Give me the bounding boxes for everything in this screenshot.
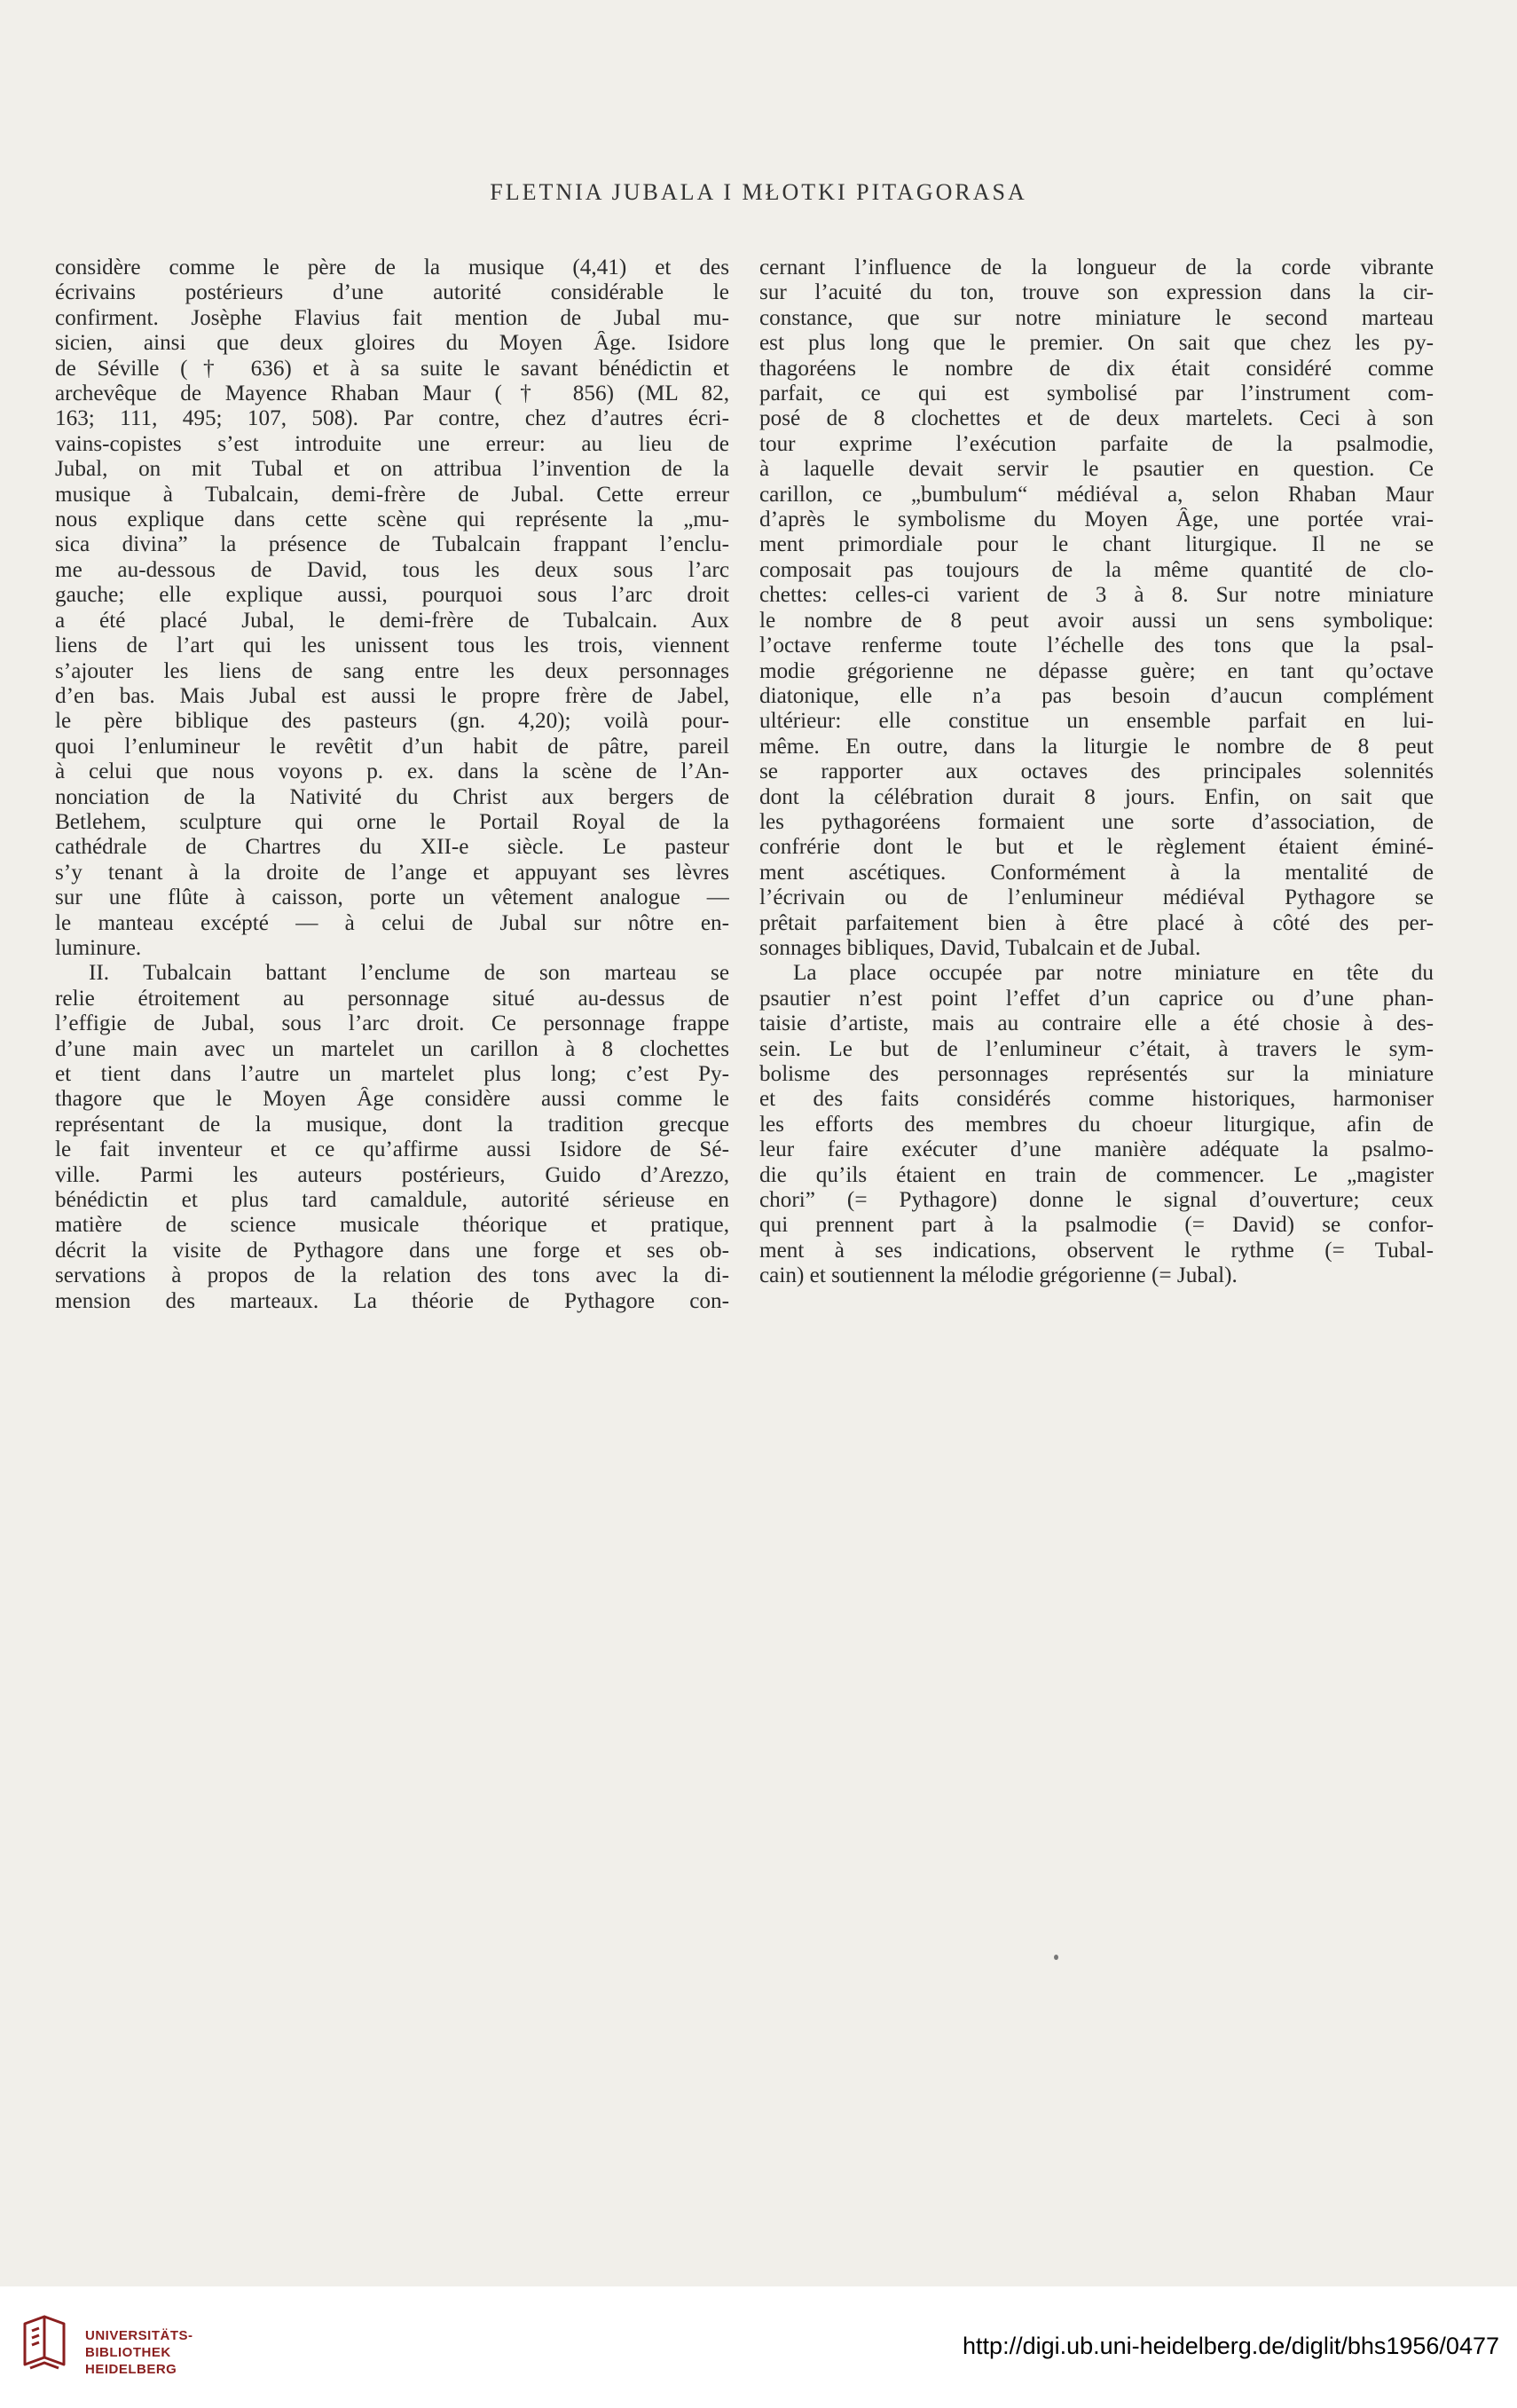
text-line: le nombre de 8 peut avoir aussi un sens symbolique: [759,608,1434,633]
text-column-right [759,256,1434,1289]
text-line: bolisme des personnages représentés sur la miniature [759,1062,1434,1086]
text-line: d’après le symbolisme du Moyen Âge, une portée vrai- [759,508,1434,532]
text-line: sur l’acuité du ton, trouve son expression dans la cir- [759,280,1434,305]
text-line: carillon, ce „bumbulum“ médiéval a, selon Rhaban Maur [759,482,1434,507]
text-line: chettes: celles-ci varient de 3 à 8. Sur notre miniature [759,583,1434,608]
text-line: ville. Parmi les auteurs postérieurs, Guido d’Arezzo, [55,1162,729,1187]
text-line: représentant de la musique, dont la tradition grecque [55,1112,729,1137]
text-line: matière de science musicale théorique et pratique, [55,1213,729,1238]
text-line: II. Tubalcain battant l’enclume de son marteau se [89,961,729,986]
text-line: 163; 111, 495; 107, 508). Par contre, chez d’autres écri- [55,406,729,431]
text-line: bénédictin et plus tard camaldule, autorité sérieuse en [55,1188,729,1213]
text-line: ultérieur: elle constitue un ensemble parfait en lui- [759,709,1434,734]
text-line: l’effigie de Jubal, sous l’arc droit. Ce personnage frappe [55,1011,729,1036]
text-line: le manteau excépté — à celui de Jubal sur nôtre en- [55,910,729,935]
text-line: vains-copistes s’est introduite une erreur: au lieu de [55,431,729,456]
text-line: confirment. Josèphe Flavius fait mention de Jubal mu- [55,305,729,330]
text-line: die qu’ils étaient en train de commencer. Le „magister [759,1162,1434,1187]
text-line: cain) et soutiennent la mélodie grégorienne (= Jubal). [759,1263,1238,1288]
text-line: mension des marteaux. La théorie de Pythagore con- [55,1288,729,1313]
text-line: d’une main avec un martelet un carillon à 8 clochettes [55,1036,729,1061]
footer-bar [0,2286,1517,2408]
text-line: l’octave renferme toute l’échelle des tons que la psal- [759,633,1434,658]
text-line: même. En outre, dans la liturgie le nombre de 8 peut [759,734,1434,759]
scan-speck [1054,1955,1058,1960]
text-line: leur faire exécuter d’une manière adéquate la psalmo- [759,1137,1434,1162]
text-line: décrit la visite de Pythagore dans une forge et ses ob- [55,1238,729,1263]
text-line: servations à propos de la relation des tons avec la di- [55,1263,729,1288]
text-line: les pythagoréens formaient une sorte d’association, de [759,809,1434,834]
library-name-line: BIBLIOTHEK [85,2345,171,2360]
library-book-logo-icon [18,2315,71,2373]
text-line: Betlehem, sculpture qui orne le Portail Royal de la [55,809,729,834]
text-line: écrivains postérieurs d’une autorité considérable le [55,280,729,305]
text-line: d’en bas. Mais Jubal est aussi le propre frère de Jabel, [55,683,729,708]
text-line: a été placé Jubal, le demi-frère de Tubalcain. Aux [55,608,729,633]
text-line: constance, que sur notre miniature le second marteau [759,305,1434,330]
text-line: liens de l’art qui les unissent tous les trois, viennent [55,633,729,658]
text-line: modie grégorienne ne dépasse guère; en tant qu’octave [759,658,1434,683]
text-line: sein. Le but de l’enlumineur c’était, à travers le sym- [759,1036,1434,1061]
text-line: et des faits considérés comme historiques, harmoniser [759,1087,1434,1112]
text-line: s’ajouter les liens de sang entre les deux personnages [55,658,729,683]
text-line: ment ascétiques. Conformément à la mentalité de [759,860,1434,885]
text-line: et tient dans l’autre un martelet plus long; c’est Py- [55,1062,729,1086]
text-line: dont la célébration durait 8 jours. Enfin, on sait que [759,784,1434,809]
text-line: sica divina” la présence de Tubalcain frappant l’enclu- [55,532,729,557]
text-line: considère comme le père de la musique (4,41) et des [55,256,729,279]
text-line: parfait, ce qui est symbolisé par l’instrument com- [759,382,1434,406]
text-line: sicien, ainsi que deux gloires du Moyen Âge. Isidore [55,331,729,356]
text-line: me au-dessous de David, tous les deux sous l’arc [55,557,729,582]
text-line: le père biblique des pasteurs (gn. 4,20); voilà pour- [55,709,729,734]
text-line: de Séville († 636) et à sa suite le savant bénédictin et [55,356,729,381]
permalink-url[interactable]: http://digi.ub.uni-heidelberg.de/diglit/bhs1956/0477 [963,2333,1499,2359]
text-line: cernant l’influence de la longueur de la corde vibrante [759,256,1434,279]
text-line: ment primordiale pour le chant liturgique. Il ne se [759,532,1434,557]
text-line: le fait inventeur et ce qu’affirme aussi Isidore de Sé- [55,1137,729,1162]
library-name-line: HEIDELBERG [85,2362,177,2377]
text-line: taisie d’artiste, mais au contraire elle a été chosie à des- [759,1011,1434,1036]
running-head: FLETNIA JUBALA I MŁOTKI PITAGORASA [490,179,1027,205]
text-line: les efforts des membres du choeur liturgique, afin de [759,1112,1434,1137]
text-line: sonnages bibliques, David, Tubalcain et de Jubal. [759,935,1201,960]
text-line: composait pas toujours de la même quantité de clo- [759,557,1434,582]
text-line: quoi l’enlumineur le revêtit d’un habit de pâtre, pareil [55,734,729,759]
text-line: qui prennent part à la psalmodie (= David) se confor- [759,1213,1434,1238]
text-line: tour exprime l’exécution parfaite de la psalmodie, [759,431,1434,456]
text-line: cathédrale de Chartres du XII-e siècle. Le pasteur [55,835,729,860]
text-line: nonciation de la Nativité du Christ aux bergers de [55,784,729,809]
text-line: à laquelle devait servir le psautier en question. Ce [759,457,1434,482]
text-line: musique à Tubalcain, demi-frère de Jubal. Cette erreur [55,482,729,507]
text-line: confrérie dont le but et le règlement étaient éminé- [759,835,1434,860]
text-line: archevêque de Mayence Rhaban Maur († 856) (ML 82, [55,382,729,406]
text-line: La place occupée par notre miniature en tête du [793,961,1434,986]
text-line: diatonique, elle n’a pas besoin d’aucun complément [759,683,1434,708]
text-line: prêtait parfaitement bien à être placé à côté des per- [759,910,1434,935]
text-line: sur une flûte à caisson, porte un vêtement analogue — [55,885,729,910]
text-line: à celui que nous voyons p. ex. dans la scène de l’An- [55,759,729,784]
text-line: l’écrivain ou de l’enlumineur médiéval Pythagore se [759,885,1434,910]
text-line: nous explique dans cette scène qui représente la „mu- [55,508,729,532]
text-line: chori” (= Pythagore) donne le signal d’ouverture; ceux [759,1188,1434,1213]
text-line: est plus long que le premier. On sait que chez les py- [759,331,1434,356]
library-name-line: UNIVERSITÄTS- [85,2328,193,2343]
text-line: psautier n’est point l’effet d’un caprice ou d’une phan- [759,986,1434,1011]
text-line: thagoréens le nombre de dix était considéré comme [759,356,1434,381]
text-line: luminure. [55,935,142,960]
text-line: s’y tenant à la droite de l’ange et appuyant ses lèvres [55,860,729,885]
text-line: posé de 8 clochettes et de deux martelets. Ceci à son [759,406,1434,431]
text-line: relie étroitement au personnage situé au-dessus de [55,986,729,1011]
text-line: se rapporter aux octaves des principales solennités [759,759,1434,784]
text-line: thagore que le Moyen Âge considère aussi comme le [55,1087,729,1112]
library-name [85,2327,193,2378]
text-column-left [55,256,729,1314]
text-line: ment à ses indications, observent le rythme (= Tubal- [759,1238,1434,1263]
text-line: Jubal, on mit Tubal et on attribua l’invention de la [55,457,729,482]
text-line: gauche; elle explique aussi, pourquoi sous l’arc droit [55,583,729,608]
